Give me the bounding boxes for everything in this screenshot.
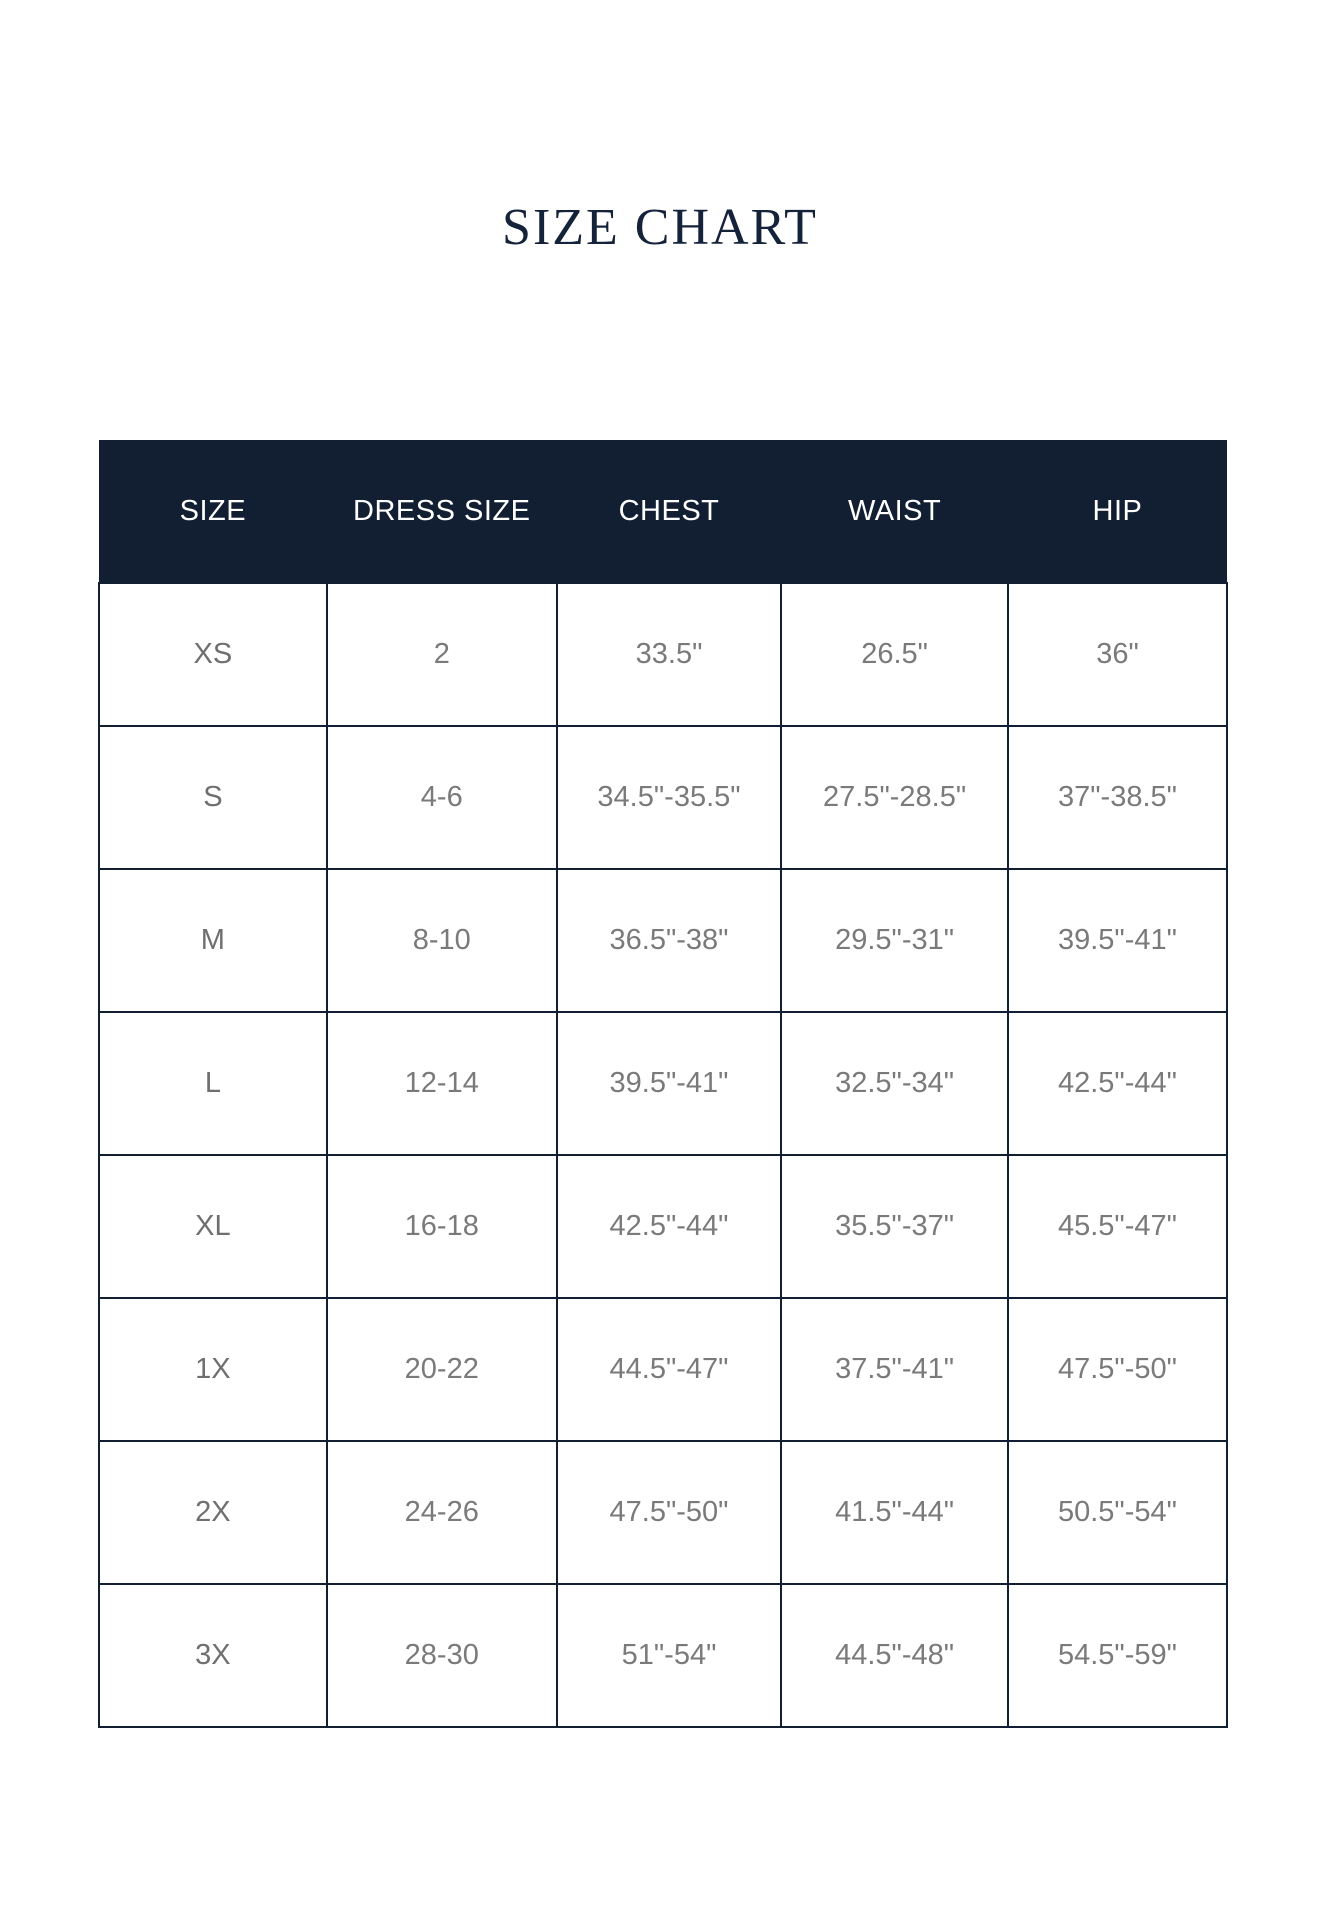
cell-hip: 47.5"-50" <box>1008 1298 1227 1441</box>
cell-size: XL <box>99 1155 327 1298</box>
table-header <box>99 440 1227 583</box>
cell-hip: 54.5"-59" <box>1008 1584 1227 1727</box>
size-chart-table <box>98 440 1228 1728</box>
cell-hip: 39.5"-41" <box>1008 869 1227 1012</box>
cell-waist: 37.5"-41" <box>781 1298 1008 1441</box>
column-header-dress-size: DRESS SIZE <box>327 440 557 583</box>
cell-size: M <box>99 869 327 1012</box>
cell-dress-size: 24-26 <box>327 1441 557 1584</box>
table-row <box>99 1155 1227 1298</box>
cell-waist: 32.5"-34" <box>781 1012 1008 1155</box>
cell-waist: 35.5"-37" <box>781 1155 1008 1298</box>
cell-size: L <box>99 1012 327 1155</box>
cell-waist: 26.5" <box>781 583 1008 726</box>
column-header-chest: CHEST <box>557 440 782 583</box>
cell-dress-size: 4-6 <box>327 726 557 869</box>
column-header-waist: WAIST <box>781 440 1008 583</box>
cell-hip: 42.5"-44" <box>1008 1012 1227 1155</box>
cell-waist: 44.5"-48" <box>781 1584 1008 1727</box>
table-row <box>99 583 1227 726</box>
cell-size: XS <box>99 583 327 726</box>
cell-waist: 41.5"-44" <box>781 1441 1008 1584</box>
table-header-row <box>99 440 1227 583</box>
cell-dress-size: 2 <box>327 583 557 726</box>
cell-chest: 51"-54" <box>557 1584 782 1727</box>
cell-dress-size: 28-30 <box>327 1584 557 1727</box>
cell-chest: 39.5"-41" <box>557 1012 782 1155</box>
cell-hip: 50.5"-54" <box>1008 1441 1227 1584</box>
table-body <box>99 583 1227 1727</box>
cell-size: 1X <box>99 1298 327 1441</box>
table-row <box>99 869 1227 1012</box>
cell-size: S <box>99 726 327 869</box>
cell-dress-size: 12-14 <box>327 1012 557 1155</box>
cell-chest: 44.5"-47" <box>557 1298 782 1441</box>
cell-chest: 34.5"-35.5" <box>557 726 782 869</box>
cell-chest: 36.5"-38" <box>557 869 782 1012</box>
cell-hip: 36" <box>1008 583 1227 726</box>
cell-dress-size: 16-18 <box>327 1155 557 1298</box>
table-row <box>99 1012 1227 1155</box>
table-row <box>99 1298 1227 1441</box>
cell-dress-size: 8-10 <box>327 869 557 1012</box>
table-row <box>99 1441 1227 1584</box>
cell-waist: 29.5"-31" <box>781 869 1008 1012</box>
cell-chest: 33.5" <box>557 583 782 726</box>
cell-size: 2X <box>99 1441 327 1584</box>
column-header-size: SIZE <box>99 440 327 583</box>
cell-hip: 45.5"-47" <box>1008 1155 1227 1298</box>
page-title: SIZE CHART <box>502 199 818 256</box>
cell-chest: 47.5"-50" <box>557 1441 782 1584</box>
size-chart-table-container <box>98 440 1228 1728</box>
cell-size: 3X <box>99 1584 327 1727</box>
column-header-hip: HIP <box>1008 440 1227 583</box>
cell-dress-size: 20-22 <box>327 1298 557 1441</box>
table-row <box>99 726 1227 869</box>
cell-chest: 42.5"-44" <box>557 1155 782 1298</box>
cell-hip: 37"-38.5" <box>1008 726 1227 869</box>
table-row <box>99 1584 1227 1727</box>
cell-waist: 27.5"-28.5" <box>781 726 1008 869</box>
